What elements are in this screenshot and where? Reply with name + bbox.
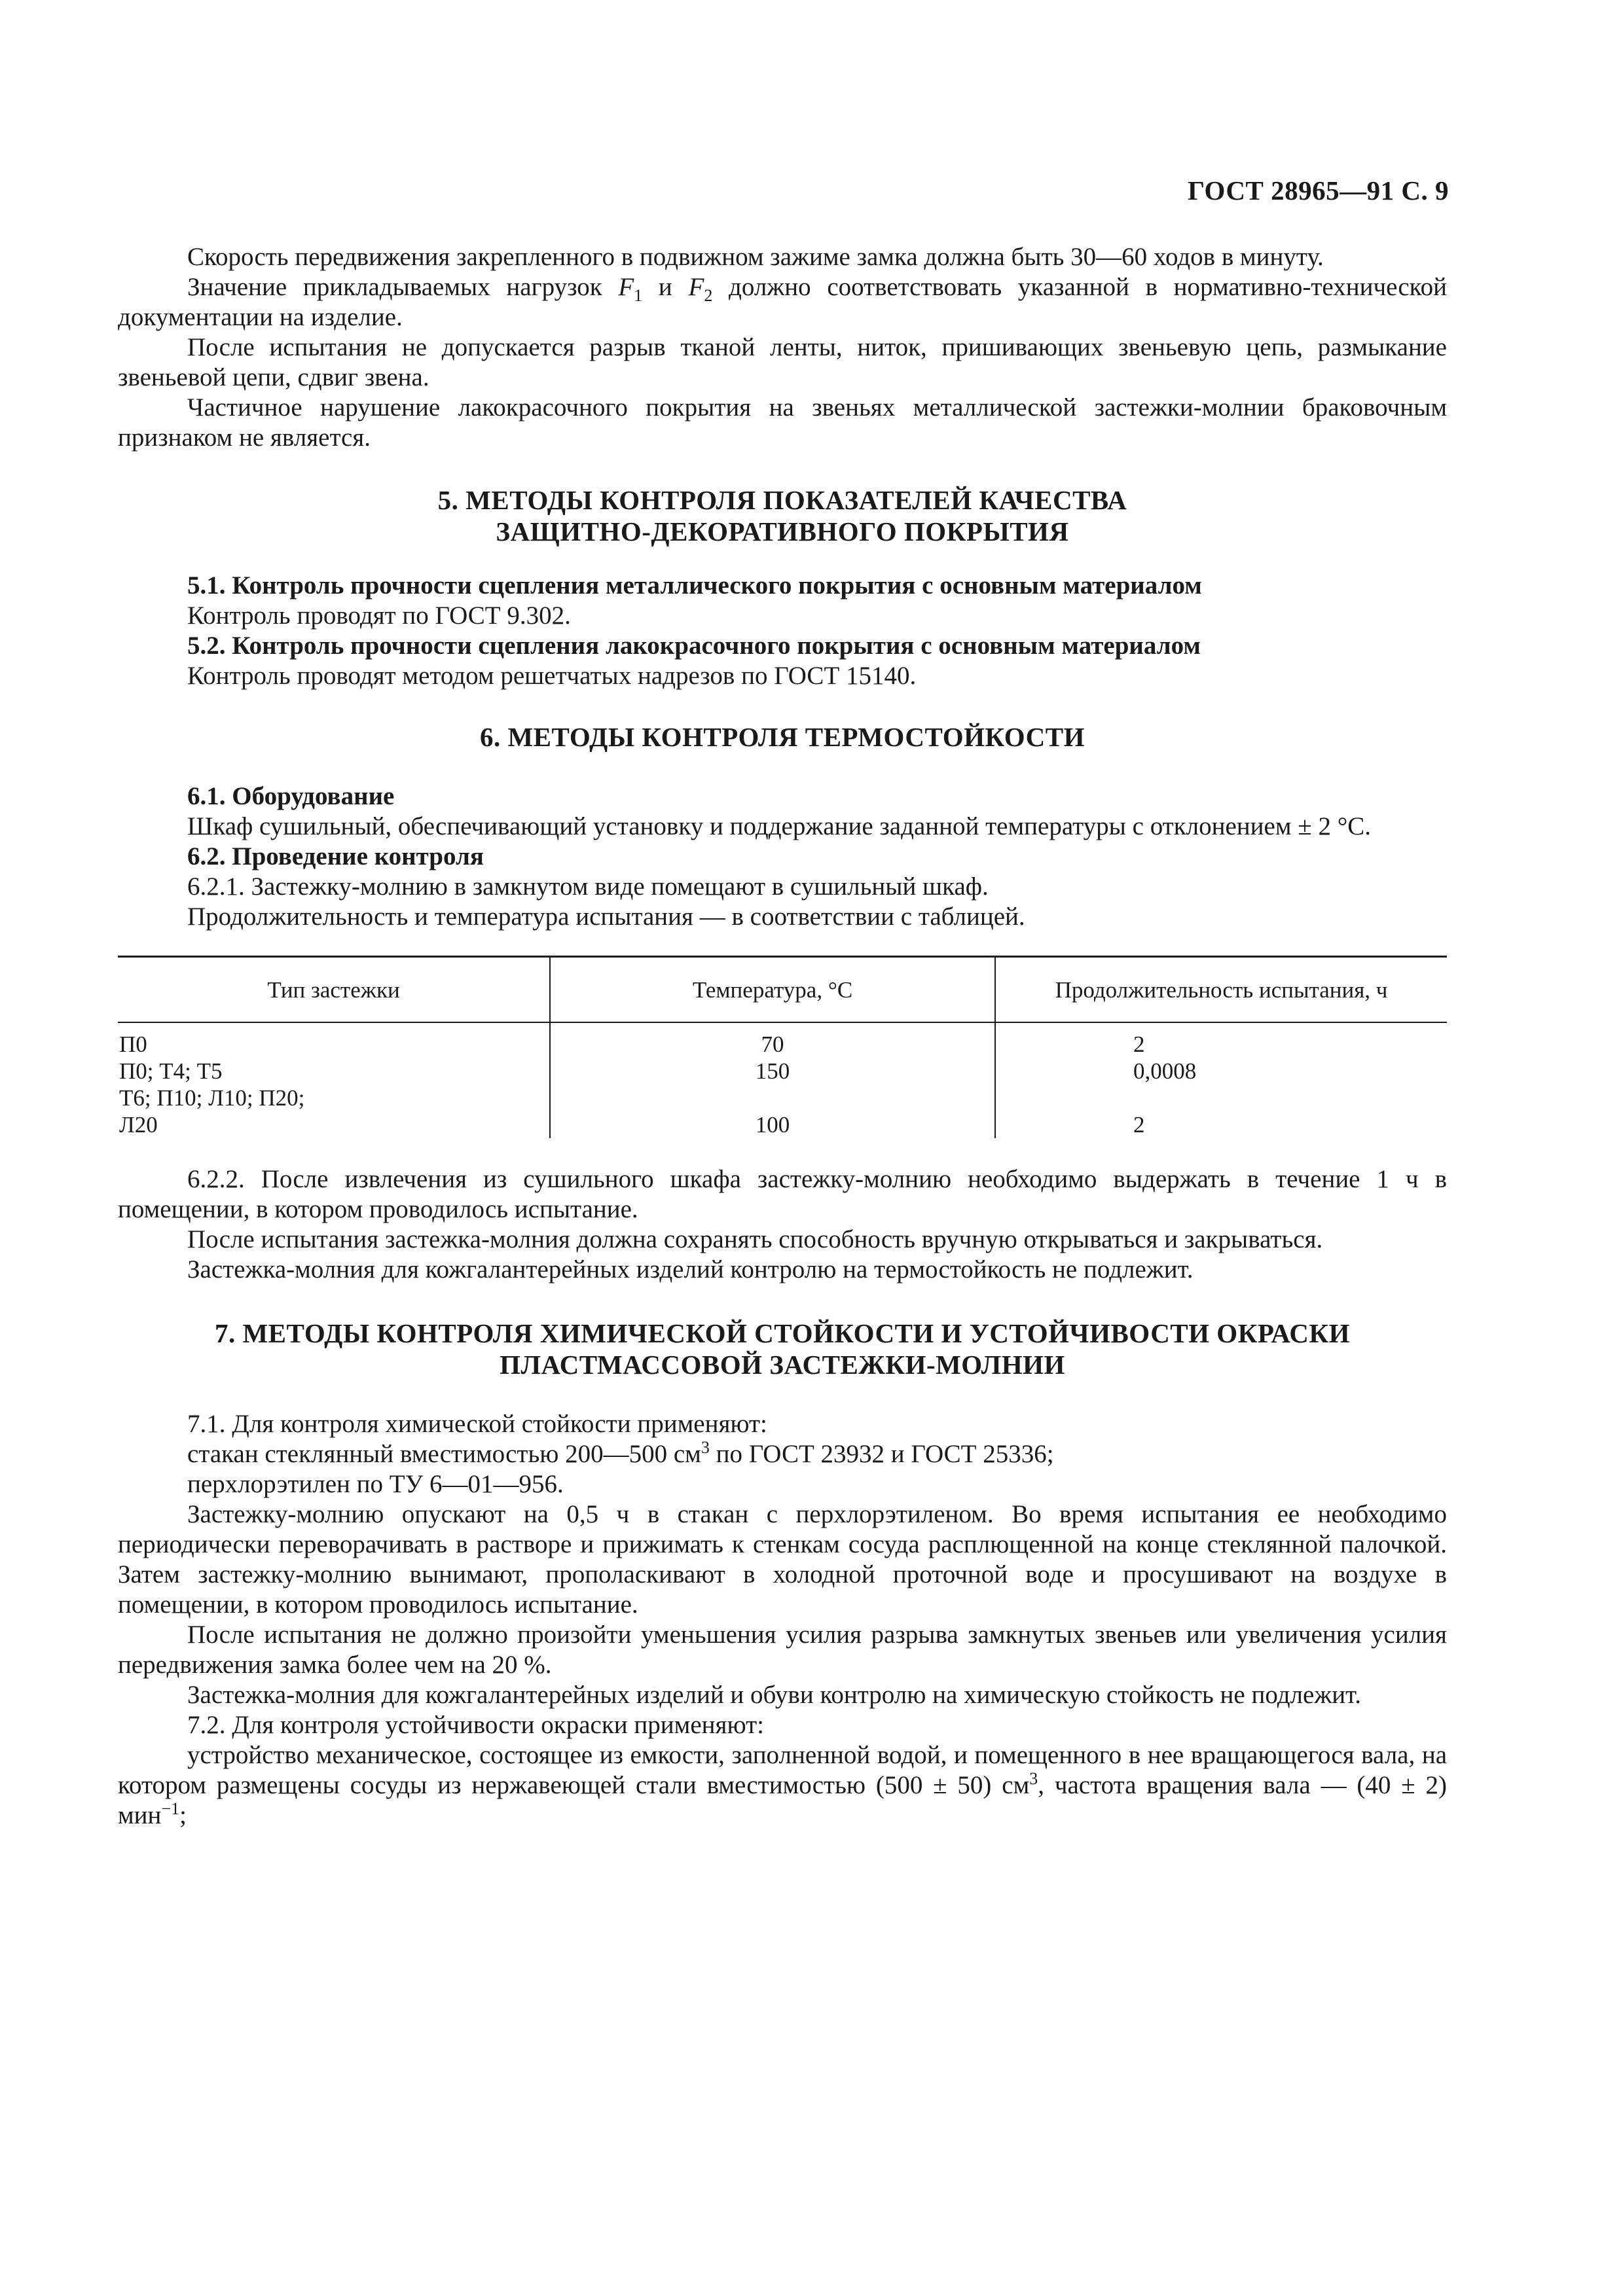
subsection-7-1: 7.1. Для контроля химической стойкости применяют: xyxy=(187,1410,767,1438)
cell xyxy=(551,1085,994,1111)
subsection-6-2-1-b: Продолжительность и температура испытания — в соответствии с таблицей. xyxy=(187,903,1025,931)
subsection-6-2-2-b: После испытания застежка-молния должна сохранять способность вручную открываться и закрываться. xyxy=(187,1225,1323,1253)
var-f: F xyxy=(688,273,704,301)
subsection-7-1-e: Застежка-молния для кожгалантерейных изделий и обуви контролю на химическую стойкость не подлежит. xyxy=(187,1681,1361,1709)
subsection-5-2-text: Контроль проводят методом решетчатых надрезов по ГОСТ 15140. xyxy=(187,662,917,690)
subsection-5-2-title: 5.2. Контроль прочности сцепления лакокрасочного покрытия с основным материалом xyxy=(187,632,1201,660)
subsection-6-1-text: Шкаф сушильный, обеспечивающий установку и поддержание заданной температуры с отклонением ± 2 °С. xyxy=(187,812,1372,840)
subsection-6-2-2-c: Застежка-молния для кожгалантерейных изделий контролю на термостойкость не подлежит. xyxy=(187,1255,1194,1283)
subsection-6-1-title: 6.1. Оборудование xyxy=(187,782,395,810)
table-cell-temperatures xyxy=(550,1022,995,1138)
temperature-table xyxy=(118,956,1447,1138)
paragraph-after-test: После испытания не допускается разрыв тканой ленты, ниток, пришивающих звеньевую цепь, размыкание звеньевой цепи, сдвиг звена. xyxy=(118,333,1447,391)
table-header-type: Тип застежки xyxy=(118,957,550,1023)
section-5-title-line1: 5. МЕТОДЫ КОНТРОЛЯ ПОКАЗАТЕЛЕЙ КАЧЕСТВА xyxy=(437,485,1127,515)
page-content xyxy=(118,242,1447,1831)
text: ; xyxy=(179,1801,187,1829)
table-row xyxy=(118,1022,1447,1138)
subsection-7-1-a xyxy=(118,1439,1447,1469)
cell: Л20 xyxy=(119,1112,158,1138)
cell: 2 xyxy=(1133,1031,1145,1057)
superscript: 3 xyxy=(1029,1769,1038,1788)
text: и xyxy=(642,273,689,301)
text: Значение прикладываемых нагрузок xyxy=(187,273,619,301)
table-cell-types xyxy=(118,1022,550,1138)
subsection-7-1-d: После испытания не должно произойти уменьшения усилия разрыва замкнутых звеньев или увеличения усилия передвижения замка более чем на 20 %. xyxy=(118,1621,1447,1679)
subsection-6-2-title: 6.2. Проведение контроля xyxy=(187,842,484,870)
section-6-title: 6. МЕТОДЫ КОНТРОЛЯ ТЕРМОСТОЙКОСТИ xyxy=(479,722,1085,752)
cell: 150 xyxy=(755,1058,790,1084)
section-7-title xyxy=(118,1318,1447,1380)
cell: Т6; П10; Л10; П20; xyxy=(119,1085,305,1111)
paragraph-loads xyxy=(118,272,1447,332)
subsection-7-2: 7.2. Для контроля устойчивости окраски применяют: xyxy=(187,1711,764,1739)
cell: П0; Т4; Т5 xyxy=(119,1058,223,1084)
paragraph-speed: Скорость передвижения закрепленного в подвижном зажиме замка должна быть 30—60 ходов в минуту. xyxy=(187,243,1324,271)
var-f: F xyxy=(618,273,634,301)
superscript: 3 xyxy=(701,1438,710,1457)
text: по ГОСТ 23932 и ГОСТ 25336; xyxy=(709,1440,1054,1468)
subsection-7-1-c: Застежку-молнию опускают на 0,5 ч в стакан с перхлорэтиленом. Во время испытания ее необходимо периодически переворачивать в растворе и прижимать к стенкам сосуда расплющенной на конце стеклянной палочкой. Затем застежку-молнию вынимают, прополаскивают в холодной проточной воде и просушивают на воздухе в помещении, в котором проводилось испытание. xyxy=(118,1500,1447,1619)
section-7-title-line2: ПЛАСТМАССОВОЙ ЗАСТЕЖКИ-МОЛНИИ xyxy=(500,1350,1065,1380)
subsection-6-2-2: 6.2.2. После извлечения из сушильного шкафа застежку-молнию необходимо выдержать в течение 1 ч в помещении, в котором проводилось испытание. xyxy=(118,1165,1447,1223)
superscript: −1 xyxy=(161,1799,180,1818)
cell xyxy=(1133,1085,1447,1111)
text: устройство механическое, состоящее из емкости, заполненной водой, и помещенного в нее вращающегося вала, на котором размещены сосуды из нержавеющей стали вместимостью (500 ± 50) см xyxy=(118,1741,1447,1799)
cell: П0 xyxy=(119,1031,147,1057)
table-header-temperature: Температура, °С xyxy=(550,957,995,1023)
page-header: ГОСТ 28965—91 С. 9 xyxy=(1187,175,1449,206)
table-header-duration: Продолжительность испытания, ч xyxy=(995,957,1447,1023)
paragraph-partial-damage: Частичное нарушение лакокрасочного покрытия на звеньях металлической застежки-молнии браковочным признаком не является. xyxy=(118,393,1447,452)
table-cell-durations xyxy=(995,1022,1447,1138)
subsection-5-1-title: 5.1. Контроль прочности сцепления металлического покрытия с основным материалом xyxy=(187,571,1202,600)
cell: 100 xyxy=(755,1112,790,1138)
subsection-6-2-1: 6.2.1. Застежку-молнию в замкнутом виде помещают в сушильный шкаф. xyxy=(187,872,989,901)
section-7-title-line1: 7. МЕТОДЫ КОНТРОЛЯ ХИМИЧЕСКОЙ СТОЙКОСТИ И УСТОЙЧИВОСТИ ОКРАСКИ xyxy=(214,1318,1351,1348)
subsection-5-1-text: Контроль проводят по ГОСТ 9.302. xyxy=(187,601,571,630)
text: стакан стеклянный вместимостью 200—500 см xyxy=(187,1440,701,1468)
text: , частота вращения вала — (40 ± 2) мин xyxy=(118,1771,1447,1829)
cell: 70 xyxy=(761,1031,784,1057)
cell: 2 xyxy=(1133,1112,1145,1138)
subscript-2: 2 xyxy=(704,285,713,305)
section-5-title-line2: ЗАЩИТНО-ДЕКОРАТИВНОГО ПОКРЫТИЯ xyxy=(496,516,1069,547)
section-5-title xyxy=(118,484,1447,547)
subsection-7-2-a xyxy=(118,1740,1447,1831)
cell: 0,0008 xyxy=(1133,1058,1197,1084)
subsection-7-1-b: перхлорэтилен по ТУ 6—01—956. xyxy=(187,1470,564,1498)
subscript-1: 1 xyxy=(634,285,643,305)
text: должно соответствовать указанной в нормативно-технической документации на изделие. xyxy=(118,273,1447,331)
